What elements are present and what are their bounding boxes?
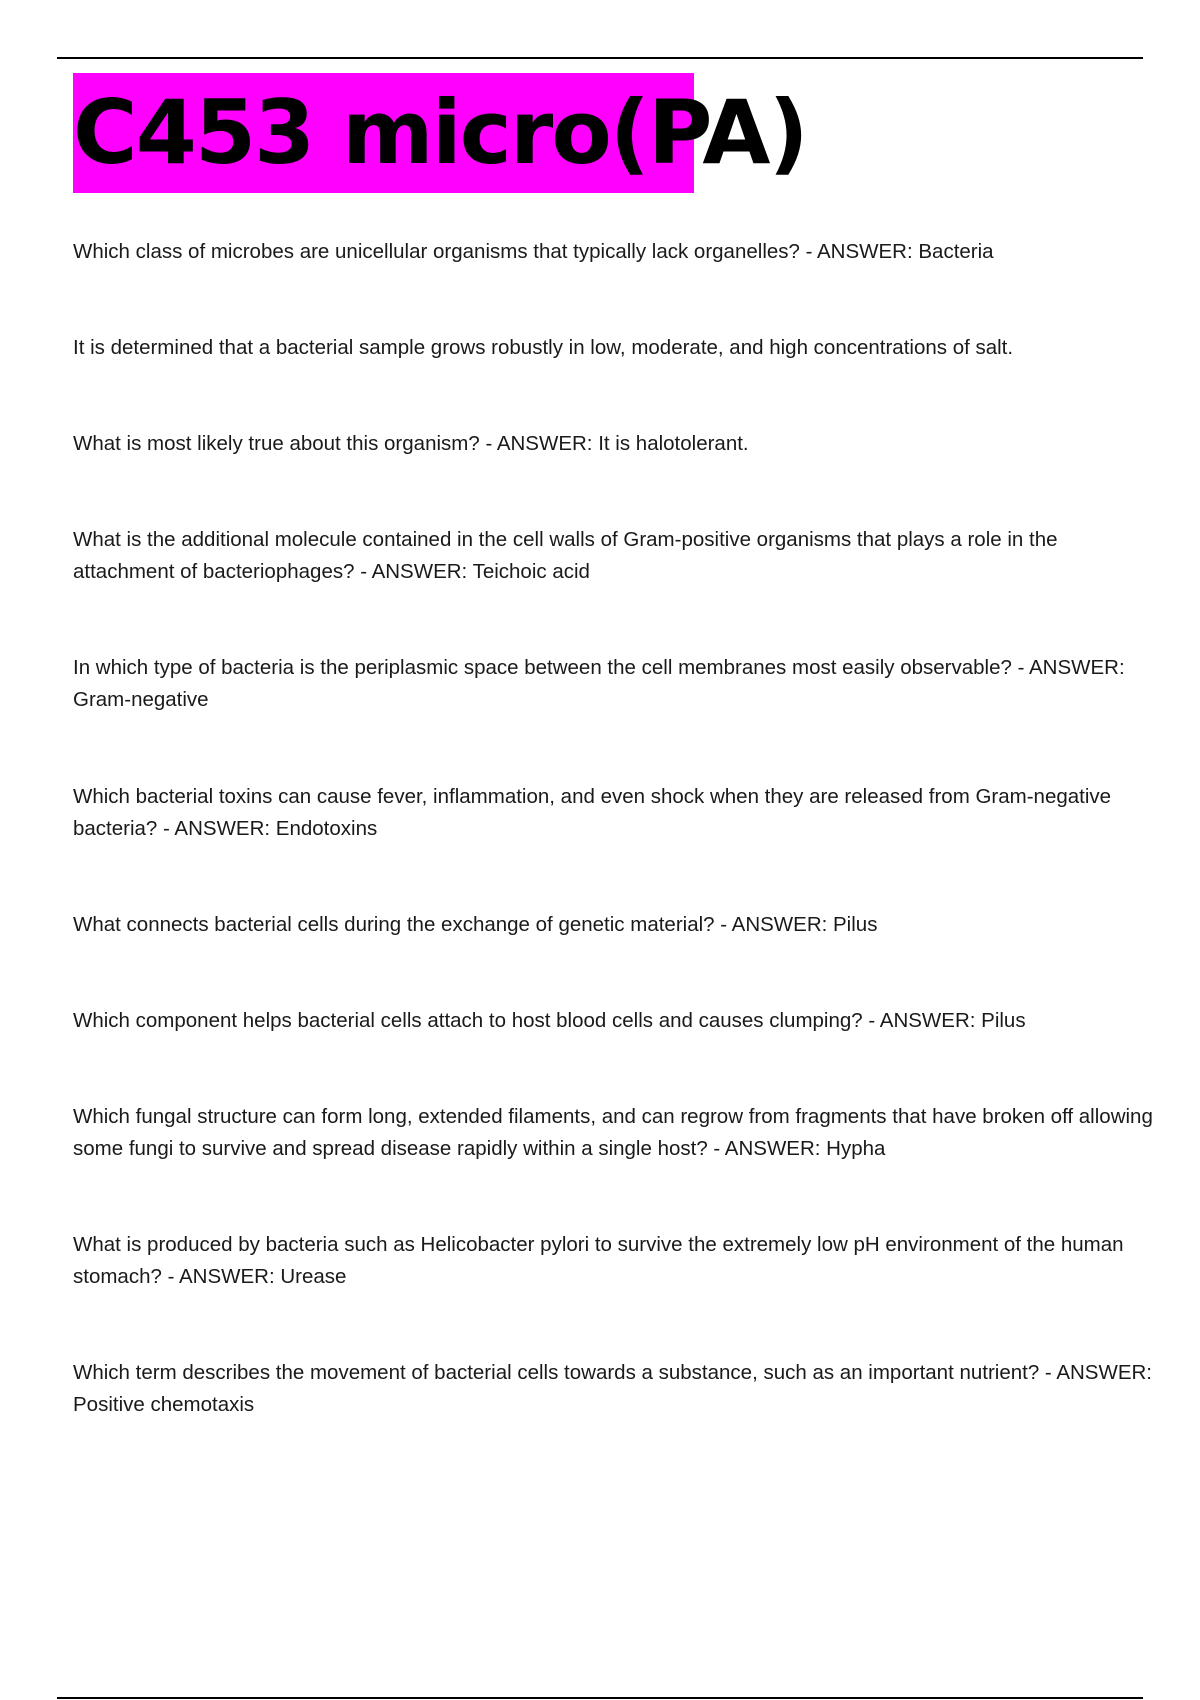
qa-entry-11: Which term describes the movement of bacterial cells towards a substance, such as an important nutrient? - ANSWER: Positive chemotaxis (73, 1360, 1152, 1416)
bottom-rule (57, 1697, 1143, 1699)
qa-entry-9: Which fungal structure can form long, extended filaments, and can regrow from fragments that have broken off allowing some fungi to survive and spread disease rapidly within a single host? - ANSWER: Hypha (73, 1104, 1153, 1160)
qa-entry-5: In which type of bacteria is the periplasmic space between the cell membranes most easily observable? - ANSWER: Gram-negative (73, 655, 1125, 711)
qa-entry-10: What is produced by bacteria such as Helicobacter pylori to survive the extremely low pH environment of the human stomach? - ANSWER: Urease (73, 1232, 1124, 1288)
qa-entry-4: What is the additional molecule contained in the cell walls of Gram-positive organisms that plays a role in the attachment of bacteriophages? - ANSWER: Teichoic acid (73, 527, 1058, 583)
qa-entry-2: It is determined that a bacterial sample grows robustly in low, moderate, and high concentrations of salt. (73, 335, 1014, 359)
qa-entry-8: Which component helps bacterial cells attach to host blood cells and causes clumping? - ANSWER: Pilus (73, 1008, 1026, 1032)
qa-entry-3: What is most likely true about this organism? - ANSWER: It is halotolerant. (73, 431, 749, 455)
qa-entry-7: What connects bacterial cells during the exchange of genetic material? - ANSWER: Pilus (73, 912, 878, 936)
document-title: C453 micro(PA) (73, 73, 694, 193)
top-rule (57, 57, 1143, 59)
qa-entry-6: Which bacterial toxins can cause fever, inflammation, and even shock when they are released from Gram-negative bacteria? - ANSWER: Endotoxins (73, 784, 1112, 840)
qa-entry-1: Which class of microbes are unicellular organisms that typically lack organelles? - ANSWER: Bacteria (73, 239, 994, 263)
